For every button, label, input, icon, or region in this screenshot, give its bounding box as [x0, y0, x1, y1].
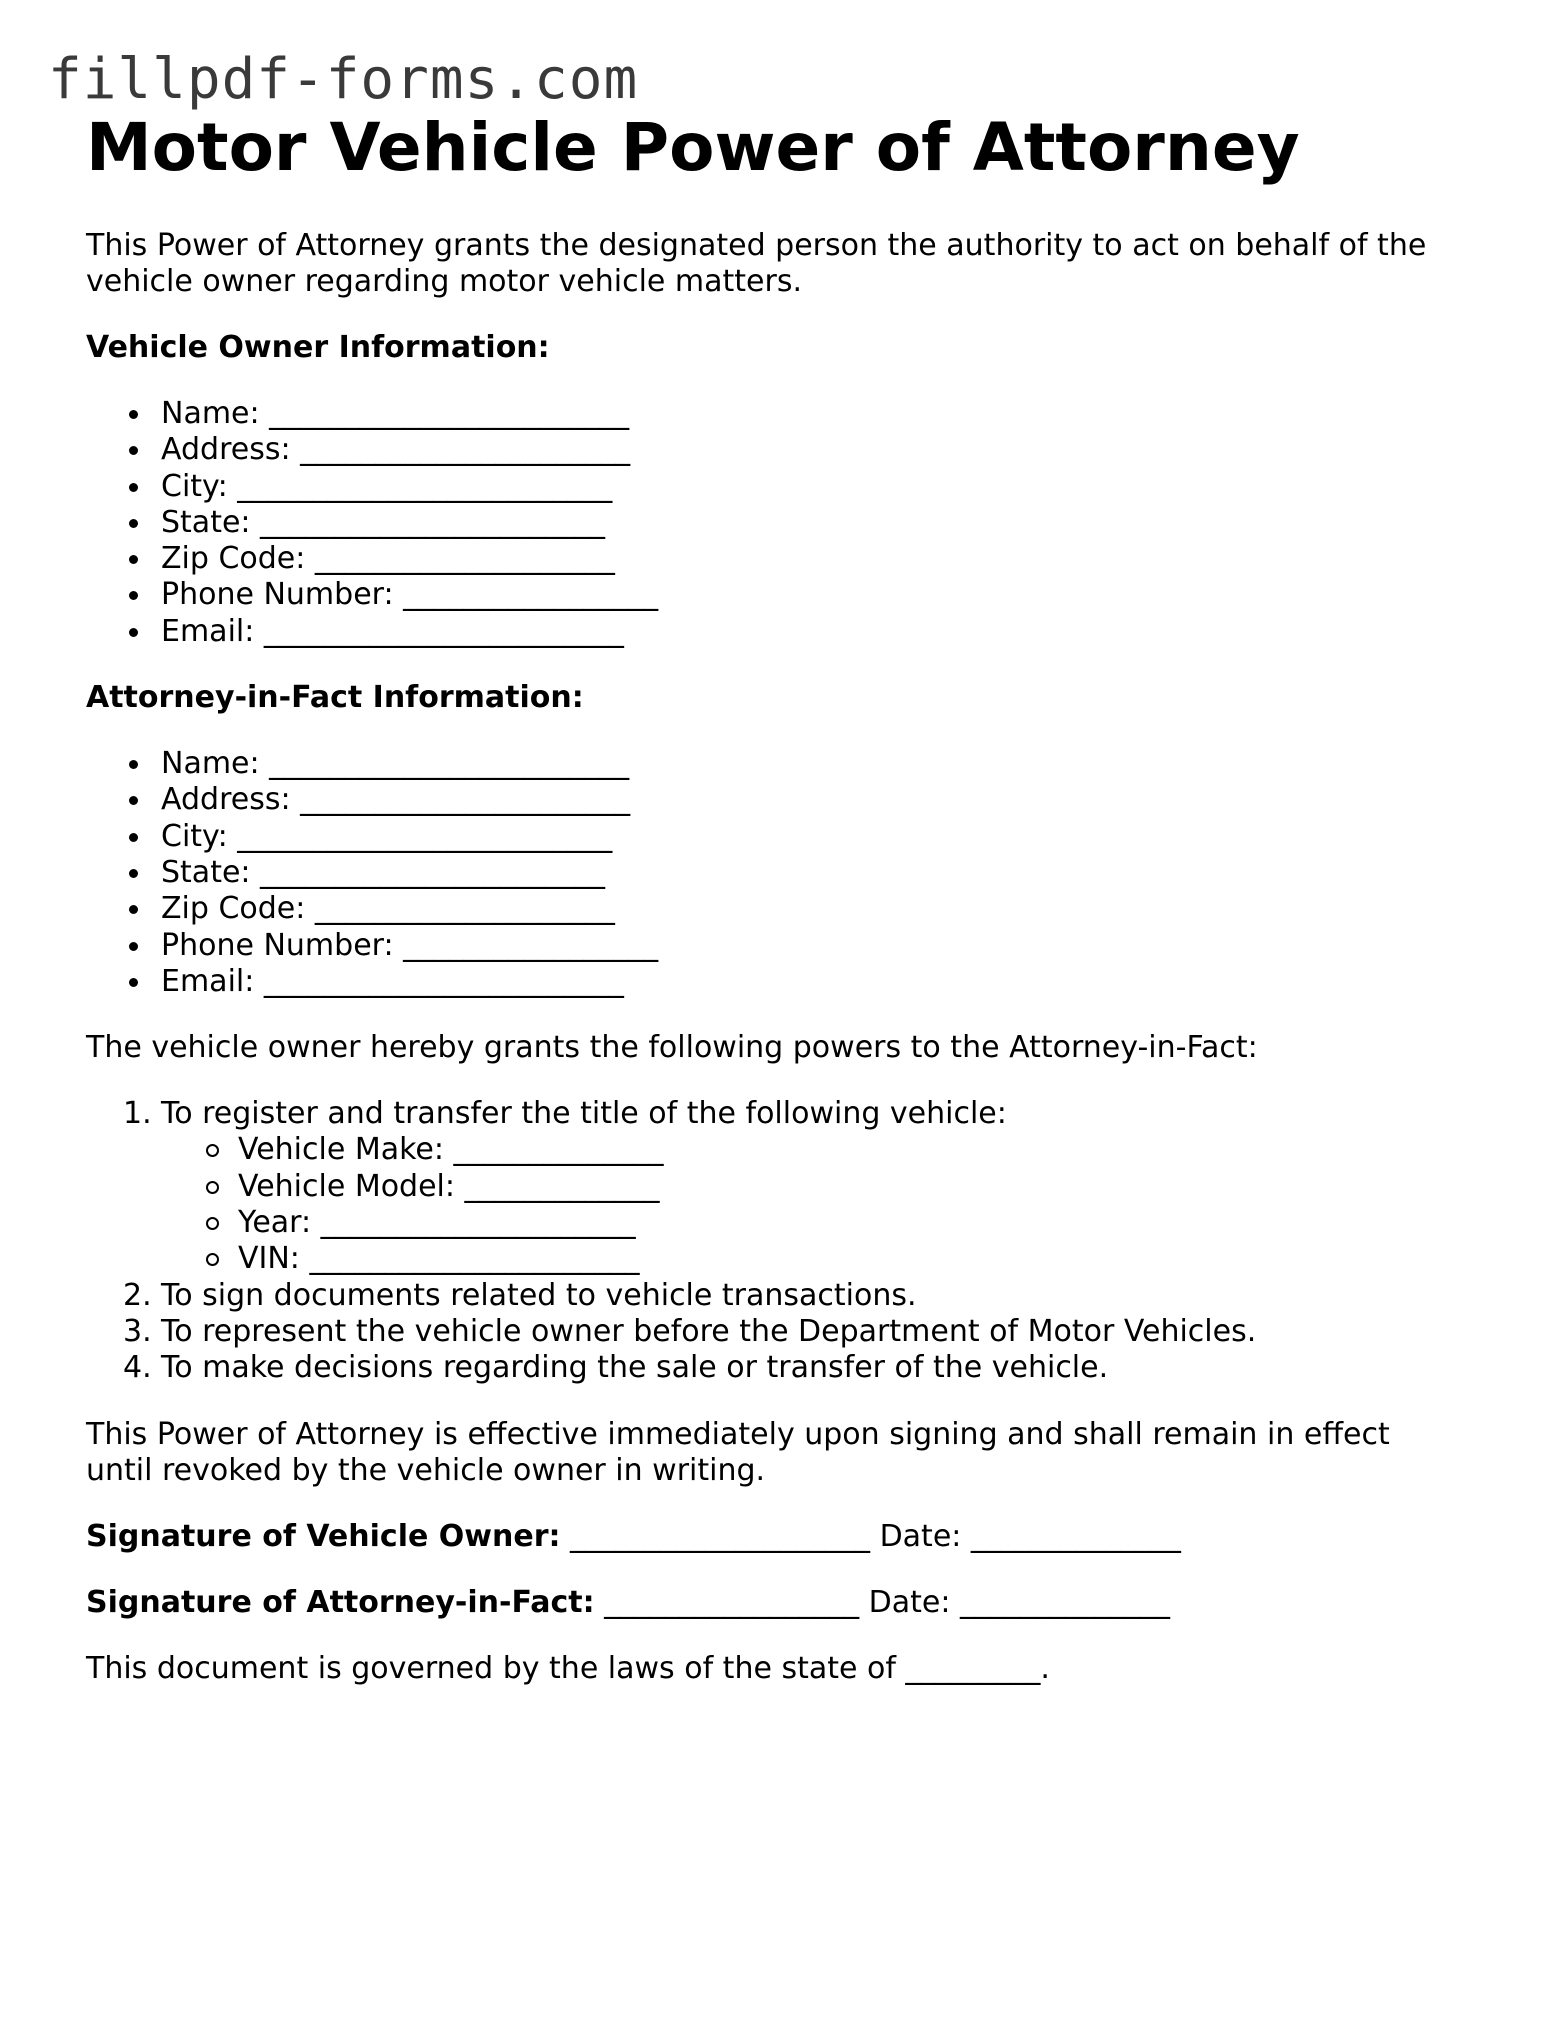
- owner-section-heading: Vehicle Owner Information:: [86, 330, 550, 365]
- owner-email-field: Email: ________________________: [161, 614, 1486, 650]
- attorney-section-heading: Attorney-in-Fact Information:: [86, 680, 584, 716]
- owner-city-field: City: _________________________: [161, 469, 1486, 505]
- owner-address-field: Address: ______________________: [161, 432, 1486, 468]
- power-item: [123, 1277, 1486, 1314]
- power-text: To make decisions regarding the sale or transfer of the vehicle.: [161, 1350, 1109, 1386]
- attorney-state-field: State: _______________________: [161, 855, 1486, 891]
- document-page: [86, 108, 1486, 1687]
- owner-fields-list: [86, 396, 1486, 650]
- attorney-city-field: City: _________________________: [161, 819, 1486, 855]
- effective-paragraph: This Power of Attorney is effective immediately upon signing and shall remain in effect until revoked by the vehicle owner in writing.: [86, 1416, 1390, 1488]
- power-item: [123, 1313, 1486, 1350]
- power-text: To sign documents related to vehicle transactions.: [161, 1277, 917, 1313]
- watermark-logo: fillpdf-forms.com: [48, 47, 639, 112]
- governing-law-paragraph: This document is governed by the laws of the state of _________.: [86, 1650, 1050, 1686]
- vehicle-year-field: Year: _____________________: [238, 1205, 1486, 1241]
- attorney-signature-line: [86, 1585, 1486, 1621]
- owner-signature-blanks: ____________________ Date: ______________: [560, 1518, 1181, 1554]
- vehicle-vin-field: VIN: ______________________: [238, 1241, 1486, 1277]
- owner-signature-label: Signature of Vehicle Owner:: [86, 1518, 561, 1554]
- powers-list: [86, 1096, 1486, 1386]
- power-item: [123, 1350, 1486, 1386]
- attorney-fields-list: [86, 746, 1486, 1000]
- attorney-signature-label: Signature of Attorney-in-Fact:: [86, 1584, 595, 1620]
- attorney-zip-field: Zip Code: ____________________: [161, 891, 1486, 927]
- power-text: To represent the vehicle owner before the Department of Motor Vehicles.: [161, 1313, 1257, 1349]
- vehicle-model-field: Vehicle Model: _____________: [238, 1169, 1486, 1205]
- power-text: To register and transfer the title of the following vehicle:: [161, 1096, 1007, 1132]
- owner-phone-field: Phone Number: _________________: [161, 577, 1486, 613]
- attorney-signature-blanks: _________________ Date: ______________: [594, 1584, 1170, 1620]
- attorney-phone-field: Phone Number: _________________: [161, 928, 1486, 964]
- power-number: 4.: [123, 1350, 152, 1386]
- owner-signature-line: [86, 1519, 1486, 1555]
- attorney-address-field: Address: ______________________: [161, 782, 1486, 818]
- vehicle-fields-list: [161, 1132, 1486, 1277]
- attorney-name-field: Name: ________________________: [161, 746, 1486, 782]
- power-number: 2.: [123, 1277, 152, 1313]
- owner-state-field: State: _______________________: [161, 505, 1486, 541]
- power-number: 3.: [123, 1313, 152, 1349]
- owner-name-field: Name: ________________________: [161, 396, 1486, 432]
- power-item: [123, 1096, 1486, 1277]
- intro-paragraph: This Power of Attorney grants the designated person the authority to act on behalf of the vehicle owner regarding motor vehicle matters.: [86, 228, 1427, 299]
- attorney-email-field: Email: ________________________: [161, 964, 1486, 1000]
- power-number: 1.: [123, 1096, 152, 1132]
- page-title: Motor Vehicle Power of Attorney: [86, 109, 1300, 186]
- grant-paragraph: The vehicle owner hereby grants the following powers to the Attorney-in-Fact:: [86, 1030, 1258, 1066]
- owner-zip-field: Zip Code: ____________________: [161, 541, 1486, 577]
- vehicle-make-field: Vehicle Make: ______________: [238, 1132, 1486, 1168]
